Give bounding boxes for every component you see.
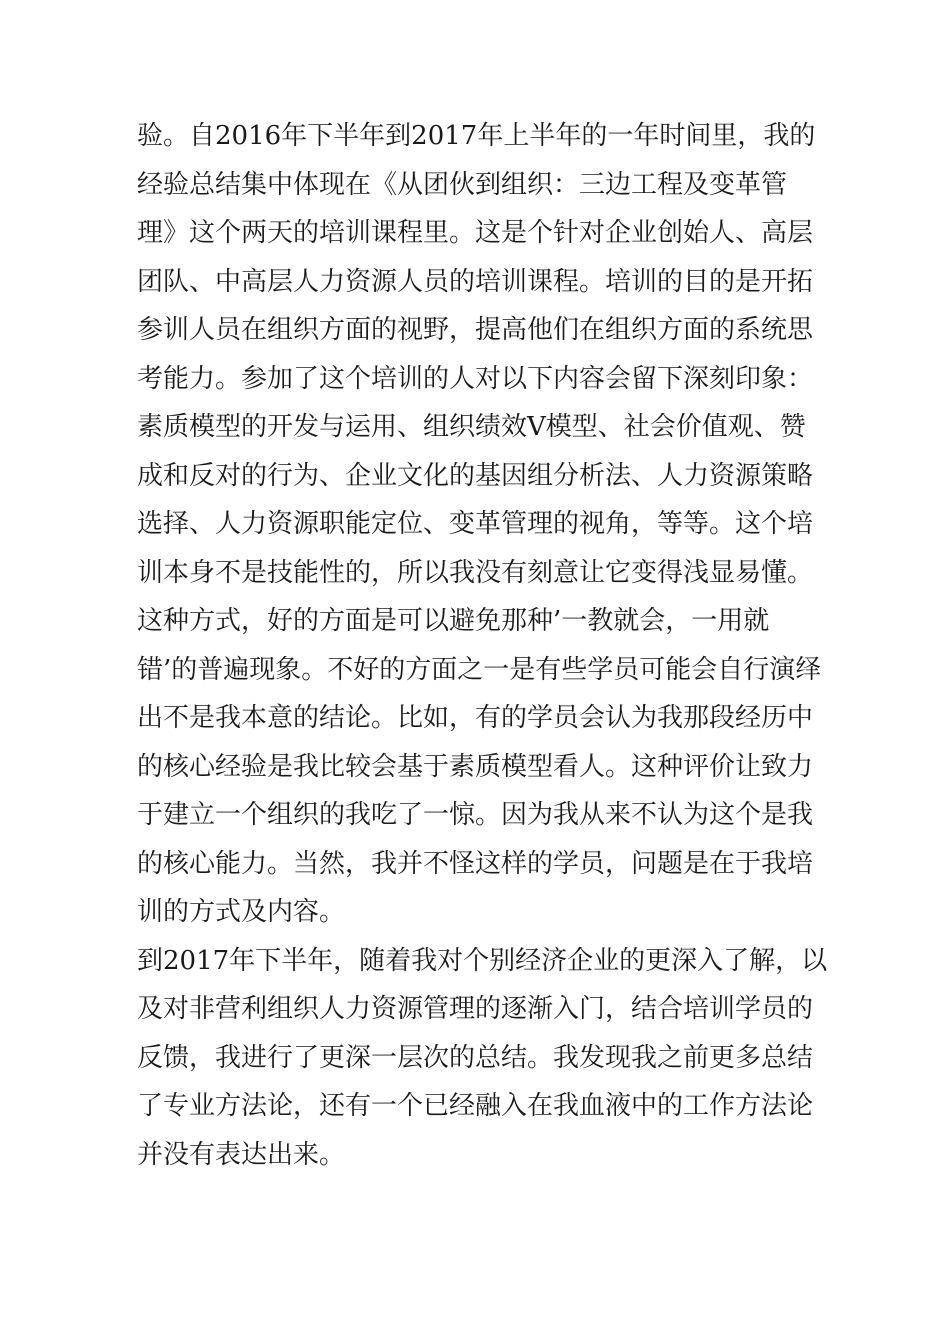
text-line: 理》这个两天的培训课程里。这是个针对企业创始人、高层: [137, 218, 814, 248]
text-line: 的核心经验是我比较会基于素质模型看人。这种评价让致力: [137, 751, 814, 782]
text-line: 选择、人力资源职能定位、变革管理的视角，等等。这个培: [137, 509, 814, 539]
paragraph-1: [137, 112, 827, 937]
text-line: 出不是我本意的结论。比如，有的学员会认为我那段经历中: [137, 703, 814, 733]
text-line: 经验总结集中体现在《从团伙到组织：三边工程及变革管: [137, 169, 788, 200]
text-line: 反馈，我进行了更深一层次的总结。我发现我之前更多总结: [137, 1042, 814, 1073]
text-line: 到2017年下半年，随着我对个别经济企业的更深入了解，以: [137, 945, 828, 976]
text-line: 考能力。参加了这个培训的人对以下内容会留下深刻印象：: [137, 363, 814, 394]
text-line: 训的方式及内容。: [137, 897, 346, 927]
text-line: 并没有表达出来。: [137, 1139, 346, 1170]
text-line: 成和反对的行为、企业文化的基因组分析法、人力资源策略: [137, 460, 814, 491]
text-line: 验。自2016年下半年到2017年上半年的一年时间里，我的: [137, 121, 816, 151]
text-line: 训本身不是技能性的，所以我没有刻意让它变得浅显易懂。: [137, 557, 814, 588]
text-line: 及对非营利组织人力资源管理的逐渐入门，结合培训学员的: [137, 994, 814, 1024]
text-line: 了专业方法论，还有一个已经融入在我血液中的工作方法论: [137, 1091, 814, 1121]
text-line: 错’的普遍现象。不好的方面之一是有些学员可能会自行演绎: [137, 654, 822, 685]
text-line: 这种方式，好的方面是可以避免那种’一教就会，一用就: [137, 606, 770, 636]
text-line: 的核心能力。当然，我并不怪这样的学员，问题是在于我培: [137, 848, 814, 879]
body-text: [137, 112, 827, 1179]
text-line: 素质模型的开发与运用、组织绩效V模型、社会价值观、赞: [137, 412, 806, 442]
paragraph-2: [137, 937, 827, 1180]
text-line: 于建立一个组织的我吃了一惊。因为我从来不认为这个是我: [137, 800, 814, 830]
text-line: 团队、中高层人力资源人员的培训课程。培训的目的是开拓: [137, 266, 814, 297]
text-line: 参训人员在组织方面的视野，提高他们在组织方面的系统思: [137, 315, 814, 345]
